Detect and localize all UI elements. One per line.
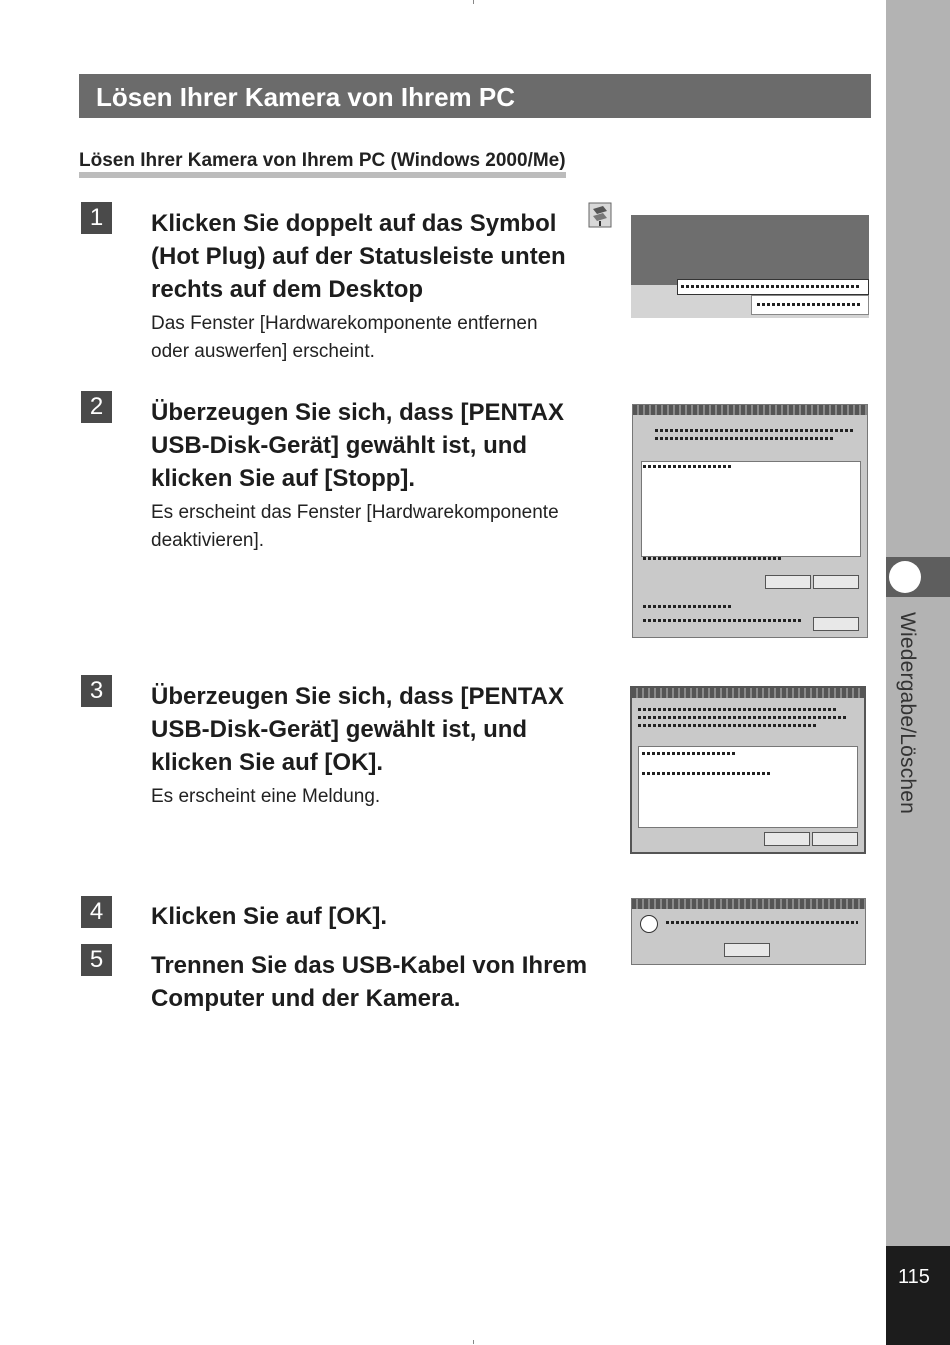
dialog-text [655, 437, 835, 440]
step-4-heading [151, 900, 387, 933]
step-number-5: 5 [81, 944, 112, 976]
device-item [642, 752, 736, 755]
dialog-titlebar [633, 405, 867, 415]
heading-line: Überzeugen Sie sich, dass [PENTAX [151, 399, 565, 426]
step-3-body [151, 783, 380, 811]
hot-plug-icon [588, 202, 612, 228]
body-line: Es erscheint eine Meldung. [151, 786, 381, 807]
step-2-heading [151, 396, 564, 495]
remove-hardware-dialog-screenshot [632, 404, 868, 638]
device-item [642, 772, 772, 775]
stop-button [813, 575, 859, 589]
info-icon [640, 915, 658, 933]
device-list [641, 461, 861, 557]
step-2-body [151, 499, 559, 555]
crop-mark-bottom [473, 1340, 474, 1344]
heading-line: USB-Disk-Gerät] gewählt ist, und [151, 432, 528, 459]
heading-line: klicken Sie auf [OK]. [151, 749, 384, 776]
taskbar-screenshot [631, 215, 869, 318]
body-line: Das Fenster [Hardwarekomponente entfernen [151, 313, 538, 334]
ok-button [764, 832, 810, 846]
chapter-label: Wiedergabe/Löschen [896, 612, 919, 815]
page-title: Lösen Ihrer Kamera von Ihrem PC [79, 74, 871, 118]
heading-line: klicken Sie auf [Stopp]. [151, 465, 416, 492]
step-number-4: 4 [81, 896, 112, 928]
message-dialog-screenshot [631, 898, 866, 965]
dialog-text [655, 429, 855, 432]
heading-line: Klicken Sie auf [OK]. [151, 903, 388, 930]
step-5-heading [151, 949, 587, 1015]
stop-device-dialog-screenshot [630, 686, 866, 854]
crop-mark-top [473, 0, 474, 4]
dialog-text [638, 708, 838, 711]
cancel-button [812, 832, 858, 846]
step-1-heading [151, 207, 566, 306]
heading-line: USB-Disk-Gerät] gewählt ist, und [151, 716, 528, 743]
step-1-body [151, 310, 538, 366]
step-number-3: 3 [81, 675, 112, 707]
checkbox-label [643, 619, 803, 622]
device-description [643, 557, 783, 560]
tray-clock [757, 303, 861, 306]
dialog-text [638, 724, 818, 727]
page-number: 115 [898, 1266, 930, 1288]
heading-line: Trennen Sie das USB-Kabel von Ihrem [151, 952, 588, 979]
checkbox-label [643, 605, 733, 608]
dialog-text [638, 716, 848, 719]
properties-button [765, 575, 811, 589]
device-item [643, 465, 733, 468]
step-3-heading [151, 680, 564, 779]
section-subtitle: Lösen Ihrer Kamera von Ihrem PC (Windows 2000/Me) [79, 150, 566, 178]
tooltip-text [681, 285, 861, 288]
device-list [638, 746, 858, 828]
step-number-2: 2 [81, 391, 112, 423]
heading-line: Computer und der Kamera. [151, 985, 461, 1012]
close-button [813, 617, 859, 631]
page-number-box [886, 1246, 950, 1345]
body-line: Es erscheint das Fenster [Hardwarekomponente [151, 502, 559, 523]
dialog-titlebar [632, 688, 864, 698]
ok-button [724, 943, 770, 957]
message-text [666, 921, 858, 924]
heading-line: Klicken Sie doppelt auf das Symbol [151, 210, 557, 237]
body-line: oder auswerfen] erscheint. [151, 341, 375, 362]
step-number-1: 1 [81, 202, 112, 234]
body-line: deaktivieren]. [151, 530, 265, 551]
heading-line: rechts auf dem Desktop [151, 276, 424, 303]
heading-line: (Hot Plug) auf der Statusleiste unten [151, 243, 566, 270]
heading-line: Überzeugen Sie sich, dass [PENTAX [151, 683, 565, 710]
dialog-titlebar [632, 899, 865, 909]
chapter-circle-icon [889, 561, 921, 593]
